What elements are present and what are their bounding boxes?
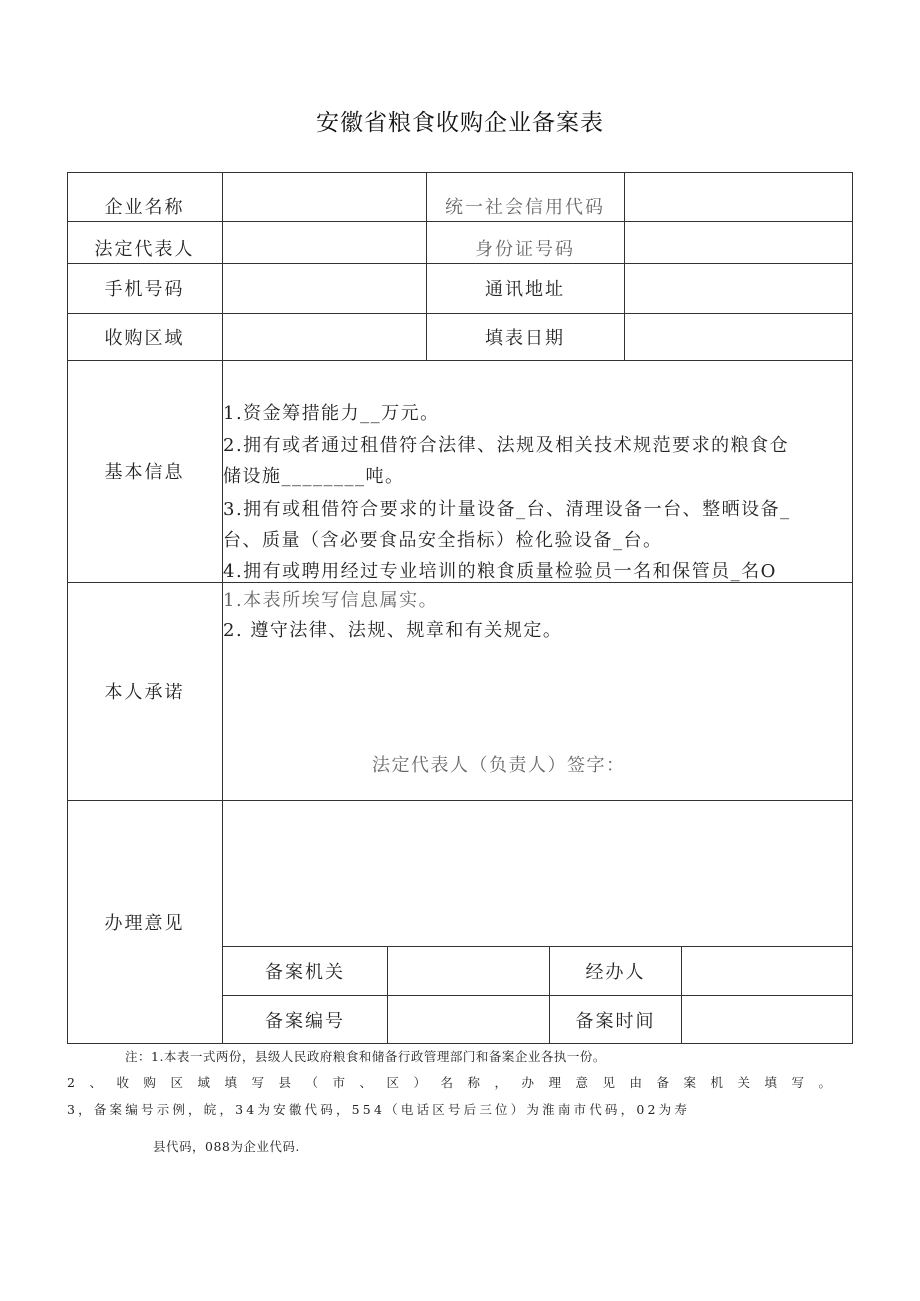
phone-field[interactable] xyxy=(223,264,426,313)
address-label: 通讯地址 xyxy=(485,279,565,300)
handler-field[interactable] xyxy=(682,947,852,995)
phone-label: 手机号码 xyxy=(104,279,185,300)
basic-info-line: 4.拥有或聘用经过专业培训的粮食质量检验员一名和保管员_名O xyxy=(223,561,777,582)
filing-form-table xyxy=(67,172,853,1044)
signature-field[interactable] xyxy=(642,746,842,778)
purchase-area-label: 收购区域 xyxy=(104,327,185,349)
address-field[interactable] xyxy=(625,264,852,313)
basic-info-label: 基本信息 xyxy=(104,462,185,483)
fill-date-label: 填表日期 xyxy=(485,327,565,349)
fill-date-field[interactable] xyxy=(625,314,852,360)
enterprise-name-label: 企业名称 xyxy=(104,197,185,218)
table-border-right xyxy=(852,172,853,1044)
basic-info-line: 储设施________吨。 xyxy=(223,466,405,487)
id-number-field[interactable] xyxy=(625,222,852,263)
filing-agency-field[interactable] xyxy=(388,947,549,995)
filing-agency-label: 备案机关 xyxy=(265,962,345,983)
commitment-label: 本人承诺 xyxy=(104,682,185,703)
basic-info-line: 1.资金筹措能力__万元。 xyxy=(223,403,440,424)
id-number-label: 身份证号码 xyxy=(475,239,575,260)
legal-rep-label: 法定代表人 xyxy=(94,239,195,260)
filing-number-label: 备案编号 xyxy=(265,1010,345,1032)
filing-time-label: 备案时间 xyxy=(575,1010,656,1032)
basic-info-line: 台、质量（含必要食品安全指标）检化验设备_台。 xyxy=(223,530,663,551)
credit-code-field[interactable] xyxy=(625,173,852,221)
legal-rep-field[interactable] xyxy=(223,222,426,263)
note-3: 3，备案编号示例，皖，34为安徽代码，554（电话区号后三位）为淮南市代码，02为寿 xyxy=(67,1102,691,1117)
filing-number-field[interactable] xyxy=(388,996,549,1043)
basic-info-line: 2.拥有或者通过租借符合法律、法规及相关技术规范要求的粮食仓 xyxy=(223,435,790,456)
note-2: 2、收购区域填写县（市、区）名称，办理意见由备案机关填写。 xyxy=(67,1075,846,1090)
commitment-line-2: 2. 遵守法律、法规、规章和有关规定。 xyxy=(223,620,563,641)
page-title: 安徽省粮食收购企业备案表 xyxy=(316,110,604,136)
credit-code-label: 统一社会信用代码 xyxy=(445,197,605,218)
commitment-line-1: 1.本表所埃写信息属实。 xyxy=(223,590,439,611)
enterprise-name-field[interactable] xyxy=(223,173,426,221)
note-4: 县代码，088为企业代码. xyxy=(153,1139,300,1154)
opinion-label: 办理意见 xyxy=(104,912,185,934)
opinion-field[interactable] xyxy=(223,801,852,946)
basic-info-line: 3.拥有或租借符合要求的计量设备_台、清理设备一台、整晒设备_ xyxy=(223,499,791,520)
purchase-area-field[interactable] xyxy=(223,314,426,360)
table-border-bottom xyxy=(67,1043,853,1044)
handler-label: 经办人 xyxy=(585,962,646,983)
note-1: 注：1.本表一式两份，县级人民政府粮食和储备行政管理部门和备案企业各执一份。 xyxy=(125,1049,606,1064)
signature-label: 法定代表人（负责人）签字： xyxy=(372,755,626,776)
filing-time-field[interactable] xyxy=(682,996,852,1043)
